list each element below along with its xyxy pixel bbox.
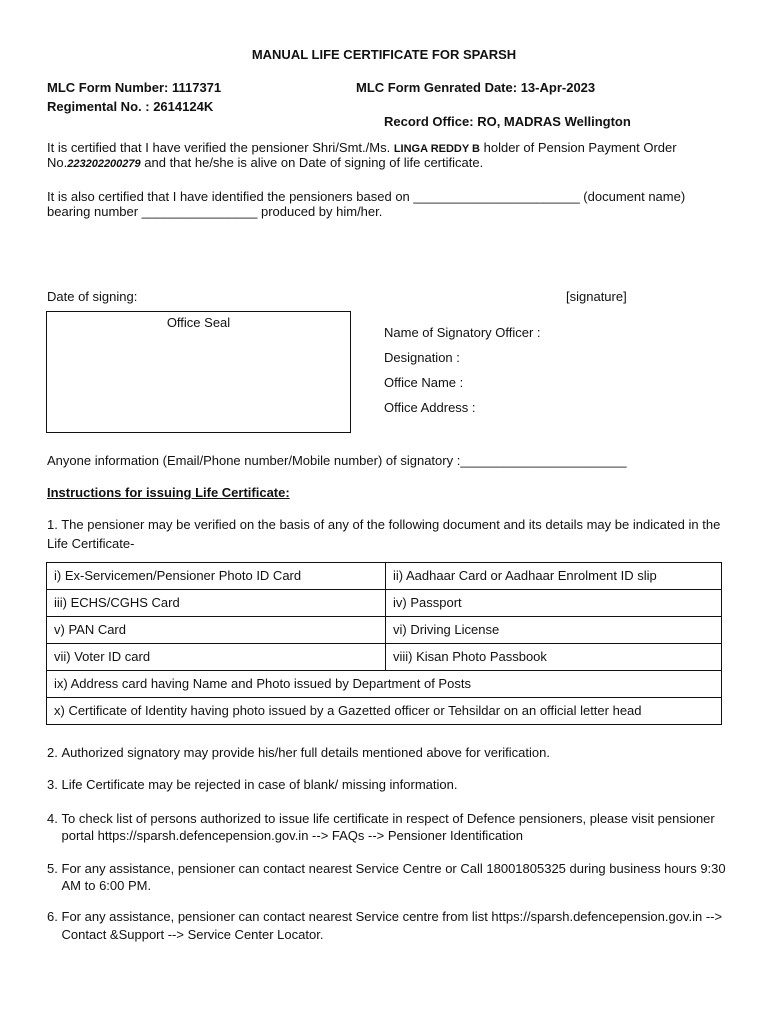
statement-text: It is certified that I have verified the pensioner Shri/Smt./Ms. (47, 139, 394, 155)
mlc-form-number-value: 1117371 (171, 80, 222, 95)
instruction-item (47, 860, 734, 894)
instruction-number: 1. (47, 516, 58, 532)
table-row (47, 563, 722, 590)
document-title: MANUAL LIFE CERTIFICATE FOR SPARSH (251, 47, 517, 62)
document-option-cell: x) Certificate of Identity having photo issued by a Gazetted officer or Tehsildar on an official letter head (47, 698, 722, 725)
regimental-number-value: 2614124K (153, 99, 214, 114)
table-row (47, 590, 722, 617)
instruction-text: The pensioner may be verified on the basis of any of the following document and its details may be indicated in the Life Certificate- (47, 516, 721, 551)
date-of-signing-label: Date of signing: (47, 289, 138, 304)
instruction-text: Authorized signatory may provide his/her full details mentioned above for verification. (61, 745, 550, 760)
mlc-form-number-label: MLC Form Number: (47, 80, 169, 95)
document-option-cell: iii) ECHS/CGHS Card (47, 590, 386, 617)
table-row (47, 671, 722, 698)
table-row (47, 698, 722, 725)
statement-text: and that he/she is alive on Date of signing of life certificate. (140, 155, 484, 170)
instruction-number: 2. (47, 745, 58, 760)
instruction-text: For any assistance, pensioner can contact nearest Service Centre or Call 18001805325 during business hours 9:30 AM to 6:00 PM. (61, 860, 726, 893)
instruction-number: 5. (47, 860, 58, 876)
document-option-cell: ix) Address card having Name and Photo issued by Department of Posts (47, 671, 722, 698)
signatory-name-field: Name of Signatory Officer : (384, 325, 541, 340)
instruction-number: 4. (47, 810, 58, 826)
instruction-text: To check list of persons authorized to issue life certificate in respect of Defence pensioners, please visit pensioner portal https://sparsh.defencepension.gov.in --> FAQs --> Pensioner Identification (61, 810, 715, 843)
table-row (47, 617, 722, 644)
instructions-heading: Instructions for issuing Life Certificate: (47, 485, 290, 500)
document-option-cell: vi) Driving License (386, 617, 722, 644)
document-option-cell: i) Ex-Servicemen/Pensioner Photo ID Card (47, 563, 386, 590)
mlc-generated-date-value: 13-Apr-2023 (520, 80, 596, 95)
instruction-item (47, 810, 734, 844)
document-option-cell: ii) Aadhaar Card or Aadhaar Enrolment ID slip (386, 563, 722, 590)
document-option-cell: iv) Passport (386, 590, 722, 617)
instruction-item (47, 515, 731, 553)
statement-text: holder of Pension Payment Order (480, 139, 677, 155)
table-row (47, 644, 722, 671)
document-option-cell: viii) Kisan Photo Passbook (386, 644, 722, 671)
mlc-form-number (47, 80, 221, 96)
document-option-cell: v) PAN Card (47, 617, 386, 644)
instruction-text: Life Certificate may be rejected in case of blank/ missing information. (61, 777, 458, 792)
identification-statement: It is also certified that I have identified the pensioners based on _______________________ (document name) bearing number ________________ produced by him/her. (47, 188, 686, 219)
instruction-item (47, 745, 734, 761)
record-office-value: RO, MADRAS Wellington (477, 114, 631, 129)
instruction-text: For any assistance, pensioner can contact nearest Service centre from list https://sparsh.defencepension.gov.in --> Contact &Support --> Service Center Locator. (61, 909, 723, 942)
instruction-item (47, 777, 734, 793)
document-option-cell: vii) Voter ID card (47, 644, 386, 671)
certification-statement (47, 141, 723, 172)
instruction-number: 6. (47, 909, 58, 924)
designation-field: Designation : (384, 350, 460, 365)
office-seal-label: Office Seal (166, 314, 231, 330)
ppo-number-prefix: No. (47, 155, 68, 170)
instruction-number: 3. (47, 777, 58, 792)
record-office-label: Record Office: (384, 114, 474, 129)
office-seal-box (46, 311, 351, 433)
mlc-generated-date-label: MLC Form Genrated Date: (356, 80, 518, 95)
regimental-number-label: Regimental No. : (47, 99, 150, 114)
signature-placeholder: [signature] (566, 289, 627, 304)
signatory-contact-line: Anyone information (Email/Phone number/Mobile number) of signatory :_______________________ (47, 453, 627, 468)
pensioner-name: LINGA REDDY B (393, 142, 481, 155)
office-name-field: Office Name : (384, 375, 464, 390)
mlc-generated-date (356, 80, 595, 96)
ppo-number-group (47, 155, 141, 170)
office-address-field: Office Address : (384, 400, 476, 415)
identity-documents-table (46, 562, 722, 725)
regimental-number (47, 99, 213, 115)
record-office (384, 114, 631, 130)
instruction-item (47, 908, 734, 944)
ppo-number: 223202200279 (67, 158, 141, 170)
